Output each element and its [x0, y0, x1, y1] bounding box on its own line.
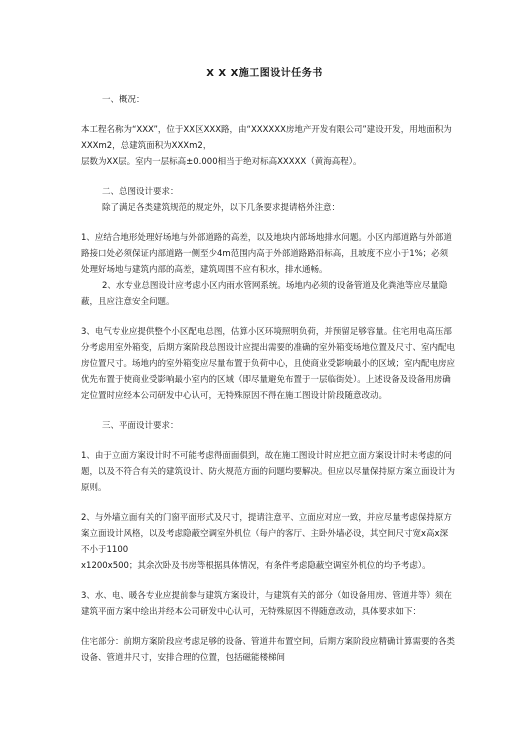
- residential-paragraph: 住宅部分：前期方案阶段应考虑足够的设备、管道井布置空间，后期方案阶段应精确计算需要的各类设备、管道井尺寸，安排合理的位置，包括磁能楼梯间: [81, 637, 456, 663]
- plan-item-2: 2、与外墙立面有关的门窗平面形式及尺寸，提请注意平、立面应对应一致，并应尽量考虑保持原方案立面设计风格，以及考虑隐蔽空调室外机位（每户的客厅、主卧外墙必设，其空间尺寸宽x高x深不小于1100: [81, 513, 452, 555]
- site-item-1: 1、应结合地形处理好场地与外部道路的高差，以及地块内部场地排水问题。小区内部道路与外部道路接口处必须保证内部道路一侧至少4m范围内高于外部道路路沿标高，且坡度不应小于1%；必须处理好场地与建筑内部的高差，建筑周围不应有积水，排水通畅。: [81, 233, 452, 275]
- section-heading-site: 二、总图设计要求：: [102, 187, 179, 197]
- site-intro-paragraph: 除了满足各类建筑规范的规定外，以下几条要求提请格外注意：: [102, 203, 341, 213]
- site-item-3: 3、电气专业应提供整个小区配电总图，估算小区环境照明负荷，并预留足够容量。住宅用电高压部分考虑用室外箱变，后期方案阶段总图设计应提出需要的准确的室外箱变场地位置及尺寸、室内配电房位置尺寸。场地内的室外箱变应尽量布置于负荷中心，且使商业受影响最小的区域；室内配电房应优先布置于使商业受影响最小室内的区域（即尽量避免布置于一层临街处）。上述设备及设备用房确定位置时应经本公司研发中心认可，无特殊原因不得在施工图设计阶段随意改动。: [81, 327, 456, 401]
- document-body: [81, 92, 455, 666]
- document-title: X X X施工图设计任务书: [206, 68, 323, 79]
- plan-item-2-cont: x1200x500；其余次卧及书房等根据具体情况，有条件考虑隐蔽空调室外机位的均予考虑）。: [81, 561, 431, 571]
- section-heading-plan: 三、平面设计要求：: [102, 421, 179, 431]
- overview-paragraph: 本工程名称为“XXX”，位于XX区XXX路，由“XXXXXX房地产开发有限公司”建设开发，用地面积为XXXm2，总建筑面积为XXXm2，: [81, 125, 452, 151]
- section-heading-overview: 一、概况：: [102, 95, 145, 105]
- plan-item-1: 1、由于立面方案设计时不可能考虑得面面俱到，故在施工图设计时应把立面方案设计时未考虑的问题，以及不符合有关的建筑设计、防火规范方面的问题均要解决。但应以尽量保持原方案立面设计为原则。: [81, 451, 456, 493]
- site-item-2: 2、水专业总图设计应考虑小区内雨水管网系统。场地内必须的设备管道及化粪池等应尽量隐蔽，且应注意安全问题。: [81, 281, 448, 307]
- overview-paragraph-cont: 层数为XX层。室内一层标高±0.000相当于绝对标高XXXXX（黄海高程）。: [81, 157, 362, 167]
- plan-item-3: 3、水、电、暖各专业应提前参与建筑方案设计，与建筑有关的部分（如设备用房、管道井等）须在建筑平面方案中绘出并经本公司研发中心认可，无特殊原因不得随意改动，具体要求如下：: [81, 591, 452, 617]
